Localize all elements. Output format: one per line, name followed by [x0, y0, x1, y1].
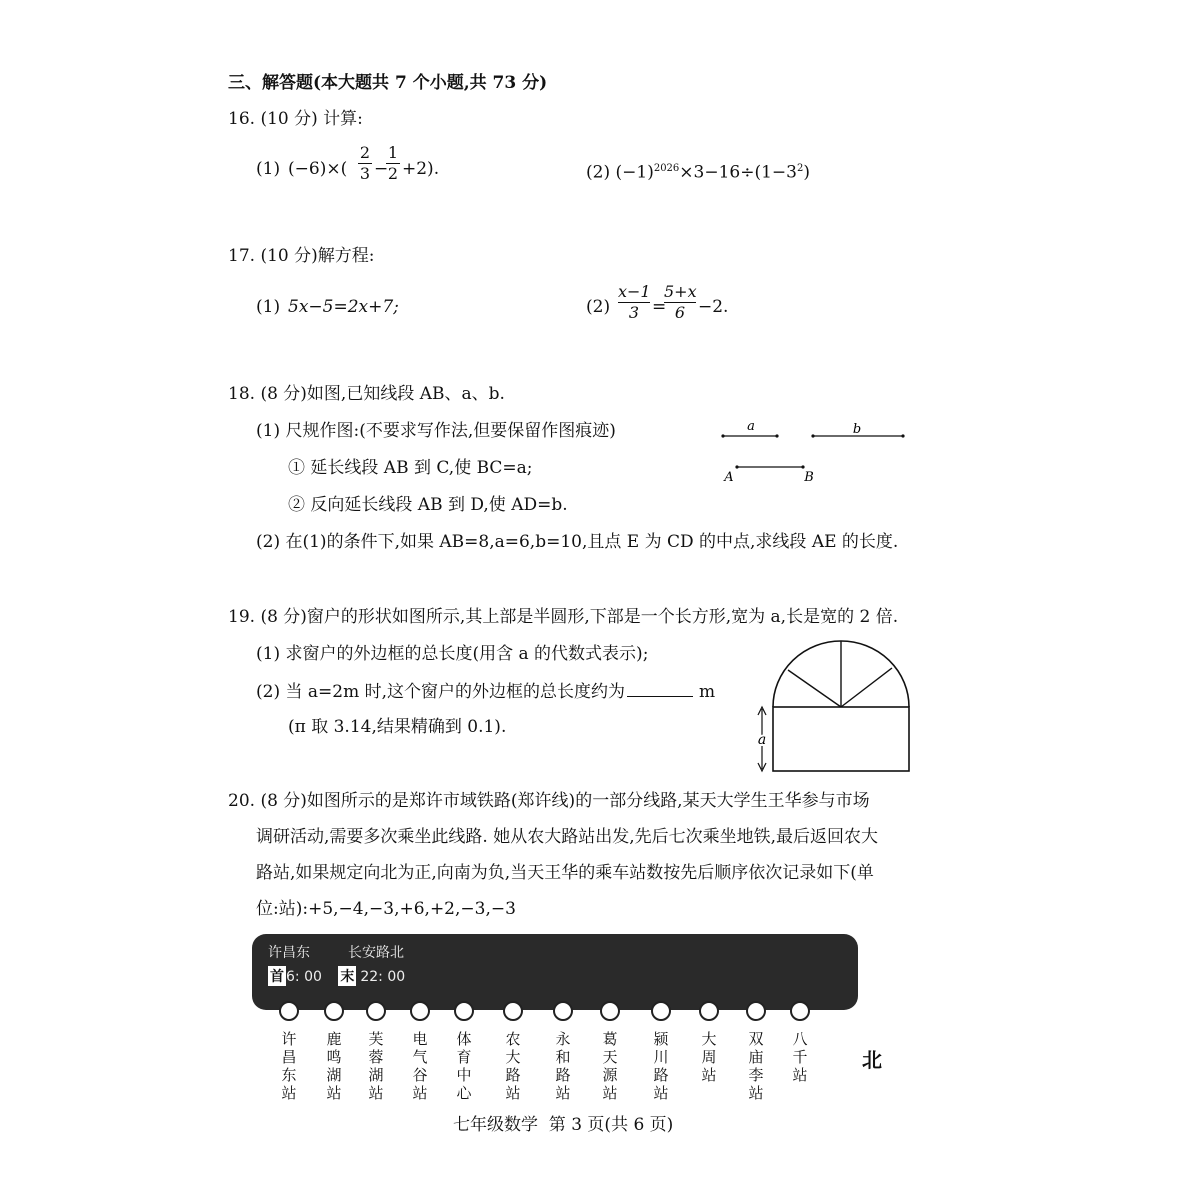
q16-part1-prefix: (−6)×(	[288, 159, 348, 179]
segment-b-endpoint-left	[811, 434, 814, 437]
q16-part2	[586, 158, 810, 184]
q19-part2-unit: m	[699, 682, 716, 702]
q16-part2-exponent: 2026	[653, 163, 680, 174]
segment-b-endpoint-right	[901, 434, 904, 437]
window-rectangle	[773, 707, 909, 771]
station-marker	[746, 1001, 766, 1021]
station-marker	[279, 1001, 299, 1021]
q18-part1-step1: ① 延长线段 AB 到 C,使 BC=a;	[288, 458, 533, 478]
q16-part1-suffix: +2).	[402, 159, 440, 179]
station-marker	[366, 1001, 386, 1021]
q17-part2-suffix: −2.	[698, 297, 729, 317]
station-name: 农大路站	[505, 1030, 521, 1102]
last-train-badge: 末	[338, 966, 356, 986]
segment-AB-endpoint-A	[735, 465, 738, 468]
first-train-badge: 首	[268, 966, 286, 986]
q17-fraction-1-num: x−1	[618, 282, 651, 301]
q19-part2	[256, 680, 715, 703]
station-name: 颍川路站	[653, 1030, 669, 1102]
station-marker	[790, 1001, 810, 1021]
north-direction-label: 北	[862, 1048, 882, 1072]
station-marker	[553, 1001, 573, 1021]
station-name: 双庙李站	[748, 1030, 764, 1102]
q17-part1-label: (1)	[256, 297, 281, 317]
station-name: 芙蓉湖站	[368, 1030, 384, 1102]
segment-b-label: b	[852, 422, 862, 437]
segment-a-endpoint-right	[775, 434, 778, 437]
q19-note: (π 取 3.14,结果精确到 0.1).	[288, 717, 507, 737]
q17-part1-equation: 5x−5=2x+7;	[288, 297, 399, 317]
station-name: 鹿鸣湖站	[326, 1030, 342, 1102]
page-footer: 七年级数学 第 3 页(共 6 页)	[453, 1115, 674, 1135]
route-from: 许昌东	[268, 945, 310, 961]
station-name: 体育中心	[456, 1030, 472, 1102]
q17-fraction-2-den: 6	[674, 303, 686, 322]
q16-fraction-1-den: 3	[359, 164, 371, 183]
route-schedule	[268, 966, 405, 986]
q17-fraction-1	[618, 283, 650, 322]
q16-part2-exponent2: 2	[796, 163, 804, 174]
q16-part1-label: (1)	[256, 159, 281, 179]
q19-answer-blank[interactable]	[627, 680, 693, 697]
q16-fraction-1-num: 2	[359, 143, 371, 162]
station-marker	[651, 1001, 671, 1021]
q16-header: 16. (10 分) 计算:	[228, 109, 363, 129]
q16-fraction-2-den: 2	[387, 164, 399, 183]
q16-fraction-1	[358, 144, 372, 183]
q20-line-3: 路站,如果规定向北为正,向南为负,当天王华的乘车站数按先后顺序依次记录如下(单	[256, 863, 874, 883]
station-marker	[324, 1001, 344, 1021]
station-name: 葛天源站	[602, 1030, 618, 1102]
q17-part2-equals: =	[652, 297, 667, 317]
q19-header: 19. (8 分)窗户的形状如图所示,其上部是半圆形,下部是一个长方形,宽为 a,长是宽的 2 倍.	[228, 607, 899, 627]
window-pane-1	[788, 670, 841, 707]
q19-part2-text: (2) 当 a=2m 时,这个窗户的外边框的总长度约为	[256, 682, 626, 702]
q17-fraction-2-num: 5+x	[664, 282, 697, 301]
q18-part1-step2: ② 反向延长线段 AB 到 D,使 AD=b.	[288, 495, 568, 515]
station-marker	[699, 1001, 719, 1021]
q18-part2: (2) 在(1)的条件下,如果 AB=8,a=6,b=10,且点 E 为 CD 的中点,求线段 AE 的长度.	[256, 532, 899, 552]
q16-part2-middle: ×3−16÷(1−3	[679, 162, 797, 183]
q17-fraction-2	[664, 283, 696, 322]
station-marker	[503, 1001, 523, 1021]
point-B-label: B	[804, 470, 814, 485]
point-A-label: A	[724, 470, 734, 485]
q20-line-4: 位:站):+5,−4,−3,+6,+2,−3,−3	[256, 899, 516, 919]
q16-part2-end: )	[803, 162, 810, 183]
segment-a-label: a	[747, 419, 755, 434]
q19-window-figure	[748, 640, 938, 780]
route-to: 长安路北	[348, 945, 404, 961]
q19-part1: (1) 求窗户的外边框的总长度(用含 a 的代数式表示);	[256, 644, 649, 664]
q17-header: 17. (10 分)解方程:	[228, 246, 375, 266]
q16-fraction-2-num: 1	[387, 143, 399, 162]
first-train-time: 6: 00	[286, 969, 322, 985]
station-name: 永和路站	[555, 1030, 571, 1102]
q16-part1-minus: −	[374, 159, 389, 179]
station-marker	[454, 1001, 474, 1021]
q17-fraction-1-den: 3	[628, 303, 640, 322]
q18-part1: (1) 尺规作图:(不要求写作法,但要保留作图痕迹)	[256, 421, 616, 441]
q20-line-1: 20. (8 分)如图所示的是郑许市域铁路(郑许线)的一部分线路,某天大学生王华参与市场	[228, 791, 870, 811]
segment-a-endpoint-left	[721, 434, 724, 437]
q18-header: 18. (8 分)如图,已知线段 AB、a、b.	[228, 384, 505, 404]
station-name: 八千站	[792, 1030, 808, 1084]
width-label: a	[757, 732, 767, 748]
segment-AB-endpoint-B	[801, 465, 804, 468]
q16-part2-label: (2)	[586, 162, 611, 183]
station-name: 电气谷站	[412, 1030, 428, 1102]
station-name: 许昌东站	[281, 1030, 297, 1102]
station-marker	[410, 1001, 430, 1021]
window-pane-3	[841, 668, 892, 707]
station-marker	[600, 1001, 620, 1021]
q17-part2-label: (2)	[586, 297, 611, 317]
q18-segments-figure	[715, 415, 915, 490]
station-name: 大周站	[701, 1030, 717, 1084]
q16-part2-base: (−1)	[615, 162, 654, 183]
q20-line-2: 调研活动,需要多次乘坐此线路. 她从农大路站出发,先后七次乘坐地铁,最后返回农大	[256, 827, 879, 847]
last-train-time: 22: 00	[360, 969, 406, 985]
q16-fraction-2	[386, 144, 400, 183]
section-title: 三、解答题(本大题共 7 个小题,共 73 分)	[228, 73, 548, 93]
